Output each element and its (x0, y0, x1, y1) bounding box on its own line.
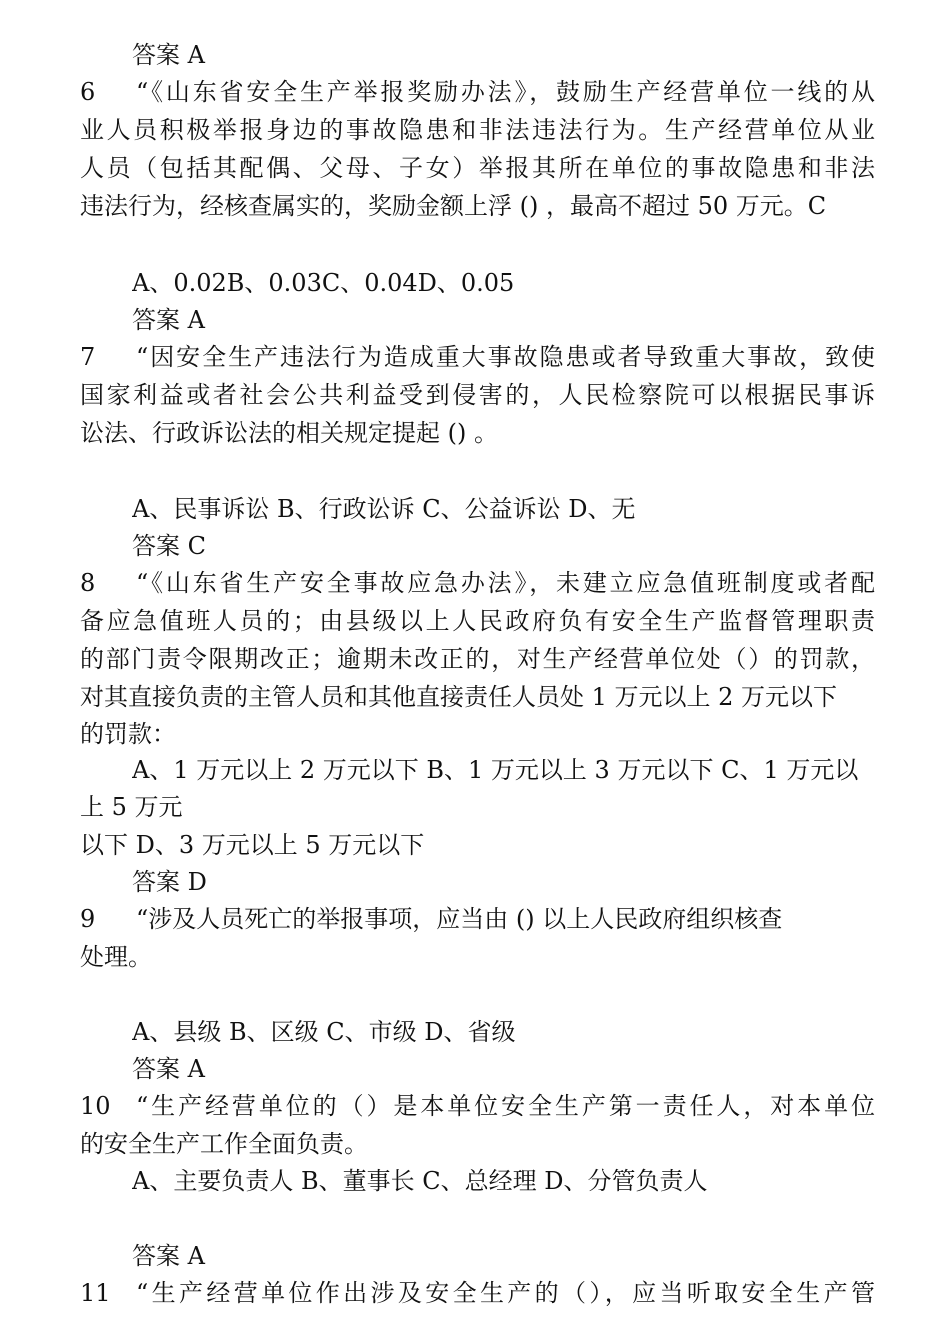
question-number: 11 (80, 1279, 111, 1307)
question-text-line: 备应急值班人员的；由县级以上人民政府负有安全生产监督管理职责 (80, 607, 875, 635)
question-text-line: 讼法、行政诉讼法的相关规定提起 () 。 (80, 419, 498, 447)
question-text-line: 的安全生产工作全面负责。 (80, 1130, 368, 1158)
question-text-line: 业人员积极举报身边的事故隐患和非法违法行为。生产经营单位从业 (80, 116, 875, 144)
question-text: “生产经营单位作出涉及安全生产的（），应当听取安全生产管 (136, 1279, 875, 1307)
options-line: 上 5 万元 (80, 793, 183, 821)
options-line: A、县级 B、区级 C、市级 D、省级 (132, 1018, 516, 1046)
question-number: 9 (80, 905, 96, 933)
options-line: A、0.02B、0.03C、0.04D、0.05 (132, 269, 515, 297)
question-10-line-1 (80, 1087, 875, 1125)
question-number: 6 (80, 78, 96, 106)
answer-line: 答案 A (132, 1242, 205, 1270)
options-line: A、1 万元以上 2 万元以下 B、1 万元以上 3 万元以下 C、1 万元以 (132, 756, 859, 784)
question-text-line: 国家利益或者社会公共利益受到侵害的，人民检察院可以根据民事诉 (80, 381, 875, 409)
question-text: “生产经营单位的（）是本单位安全生产第一责任人，对本单位 (136, 1092, 875, 1120)
question-text-line: 违法行为，经核查属实的，奖励金额上浮 () ，最高不超过 50 万元。C (80, 192, 827, 220)
question-number: 8 (80, 569, 96, 597)
answer-line: 答案 A (132, 306, 205, 334)
question-8-line-1 (80, 564, 875, 602)
question-text-line: 人员（包括其配偶、父母、子女）举报其所在单位的事故隐患和非法 (80, 154, 875, 182)
options-line: 以下 D、3 万元以上 5 万元以下 (80, 831, 425, 859)
question-text: “《山东省生产安全事故应急办法》，未建立应急值班制度或者配 (136, 569, 875, 597)
answer-line: 答案 C (132, 532, 206, 560)
options-line: A、民事诉讼 B、行政讼诉 C、公益诉讼 D、无 (132, 495, 636, 523)
options-line: A、主要负责人 B、董事长 C、总经理 D、分管负责人 (132, 1167, 708, 1195)
question-text: “因安全生产违法行为造成重大事故隐患或者导致重大事故，致使 (136, 343, 875, 371)
question-7-line-1 (80, 338, 875, 376)
question-number: 7 (80, 343, 96, 371)
question-text-line: 对其直接负责的主管人员和其他直接责任人员处 1 万元以上 2 万元以下 (80, 683, 838, 711)
answer-line: 答案 D (132, 868, 207, 896)
question-9-line-1 (80, 900, 875, 938)
question-text: “《山东省安全生产举报奖励办法》，鼓励生产经营单位一线的从 (136, 78, 875, 106)
question-text-line: 的部门责令限期改正；逾期未改正的，对生产经营单位处（）的罚款， (80, 645, 875, 673)
answer-line: 答案 A (132, 41, 205, 69)
question-text: “涉及人员死亡的举报事项，应当由 () 以上人民政府组织核查 (136, 905, 783, 933)
question-text-line: 处理。 (80, 943, 152, 971)
answer-line: 答案 A (132, 1055, 205, 1083)
question-number: 10 (80, 1092, 111, 1120)
question-text-line: 的罚款： (80, 720, 176, 748)
question-6-line-1 (80, 73, 875, 111)
question-11-line-1 (80, 1274, 875, 1312)
